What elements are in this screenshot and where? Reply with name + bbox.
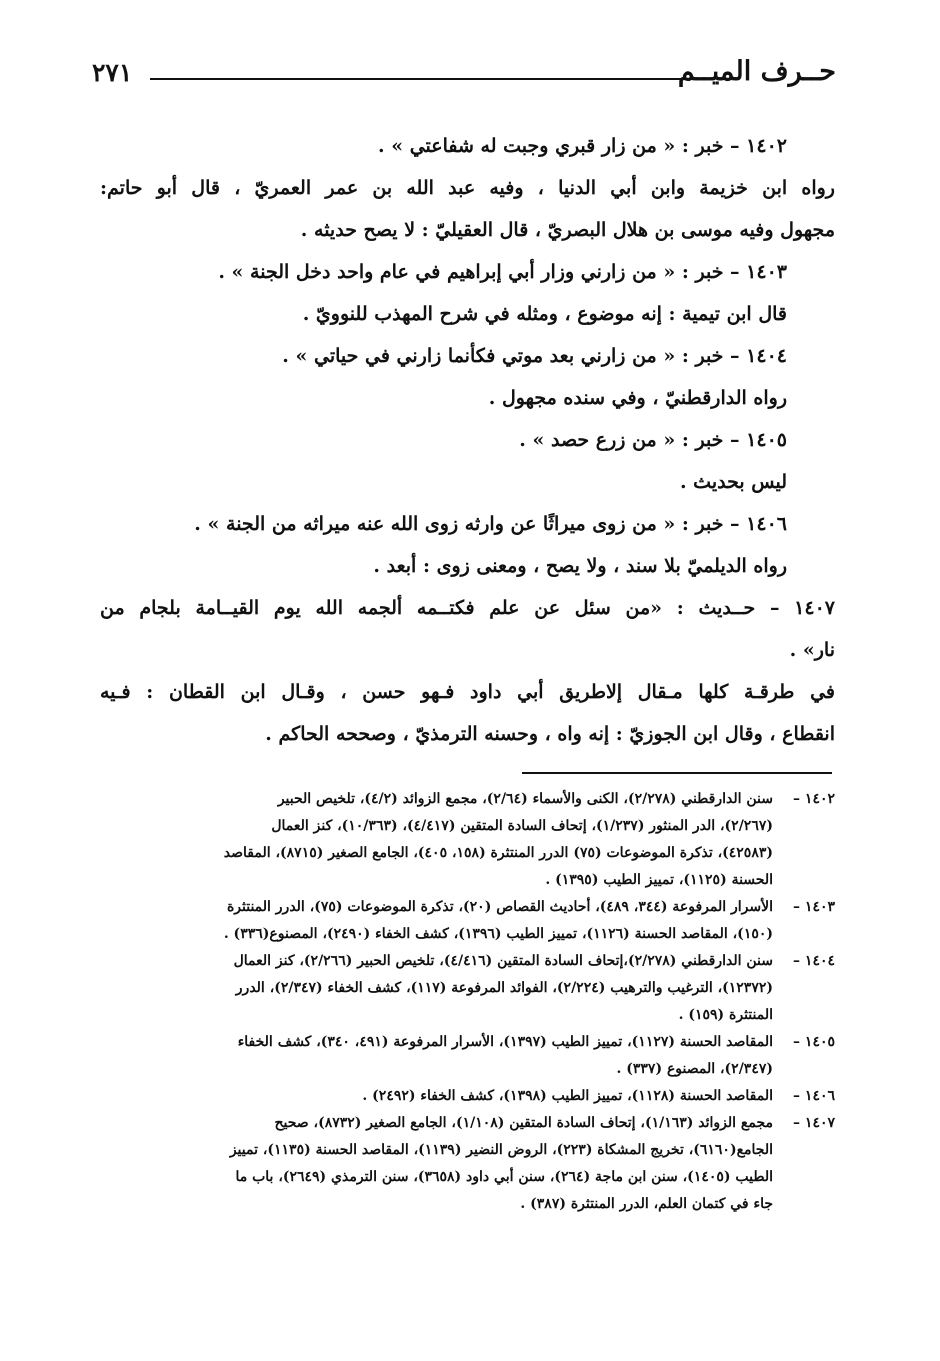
footnote-1403	[100, 894, 835, 948]
footnote-number: ١٤٠٣ –	[793, 899, 835, 915]
entry-1404-heading: ١٤٠٤ – خبر : « من زارني بعد موتي فكأنما زارني في حياتي » .	[282, 345, 787, 367]
entry-1407-heading-line-1: ١٤٠٧ – حــديث : «من سئل عن علم فكتــمه ألجمه الله يوم القيــامة بلجام من	[100, 597, 835, 619]
entry-1405-heading: ١٤٠٥ – خبر : « من زرع حصد » .	[519, 429, 787, 451]
footnote-text	[100, 1110, 773, 1218]
entry-1407-comment-line-1: في طرقـة كلها مـقال إلاطريق أبي داود فـهو حسن ، وقـال ابن القطان : فـيه	[100, 681, 835, 703]
entry-1403-comment: قال ابن تيمية : إنه موضوع ، ومثله في شرح المهذب للنوويّ .	[302, 303, 787, 325]
page-number: ٢٧١	[92, 58, 133, 87]
entry-1404-comment: رواه الدارقطنيّ ، وفي سنده مجهول .	[488, 387, 787, 409]
footnote-line: المقاصد الحسنة (١١٢٨)، تمييز الطيب (١٣٩٨)، كشف الخفاء (٢٤٩٢) .	[362, 1088, 773, 1104]
footnote-line: جاء في كتمان العلم، الدرر المنتثرة (٣٨٧) .	[520, 1196, 773, 1212]
footnote-number: ١٤٠٦ –	[793, 1088, 835, 1104]
entry-1403-heading: ١٤٠٣ – خبر : « من زارني وزار أبي إبراهيم في عام واحد دخل الجنة » .	[218, 261, 787, 283]
footnote-text	[100, 1029, 773, 1083]
footnote-number: ١٤٠٢ –	[793, 791, 835, 807]
footnote-number: ١٤٠٧ –	[793, 1115, 835, 1131]
footnote-line: المقاصد الحسنة (١١٢٧)، تمييز الطيب (١٣٩٧)، الأسرار المرفوعة (٤٩١، ٣٤٠)، كشف الخفاء	[237, 1034, 773, 1050]
footnote-line: مجمع الزوائد (١/١٦٣)، إتحاف السادة المتقين (١/١٠٨)، الجامع الصغير (٨٧٣٢)، صحيح	[274, 1115, 773, 1131]
footnotes	[100, 786, 835, 1218]
footnote-text	[100, 786, 773, 894]
entry-1402-comment-line-2: مجهول وفيه موسى بن هلال البصريّ ، قال العقيليّ : لا يصح حديثه .	[300, 219, 835, 241]
footnote-line: الحسنة (١١٢٥)، تمييز الطيب (١٣٩٥) .	[545, 872, 773, 888]
footnote-1404	[100, 948, 835, 1029]
footnote-line: (١٥٠)، المقاصد الحسنة (١١٢٦)، تمييز الطيب (١٣٩٦)، كشف الخفاء (٢٤٩٠)، المصنوع(٣٣٦) .	[223, 926, 773, 942]
entry-1402-comment-line-1: رواه ابن خزيمة وابن أبي الدنيا ، وفيه عبد الله بن عمر العمريّ ، قال أبو حاتم:	[100, 177, 835, 199]
footnote-line: سنن الدارقطني (٢/٢٧٨)، الكنى والأسماء (٢/٦٤)، مجمع الزوائد (٤/٢)، تلخيص الحبير	[277, 791, 773, 807]
footnote-line: الطيب (١٤٠٥)، سنن ابن ماجة (٢٦٤)، سنن أبي داود (٣٦٥٨)، سنن الترمذي (٢٦٤٩)، باب ما	[235, 1169, 773, 1185]
entry-1407-heading-line-2: نار» .	[789, 639, 835, 661]
footnote-line: سنن الدارقطني (٢/٢٧٨)،إتحاف السادة المتقين (٤/٤١٦)، تلخيص الحبير (٢/٢٦٦)، كنز العمال	[233, 953, 773, 969]
footnote-text	[100, 894, 773, 948]
footnote-line: (٢/٣٤٧)، المصنوع (٣٣٧) .	[616, 1061, 773, 1077]
footnote-line: الأسرار المرفوعة (٣٤٤، ٤٨٩)، أحاديث القصاص (٢٠)، تذكرة الموضوعات (٧٥)، الدرر المنتثرة	[226, 899, 773, 915]
footnote-number: ١٤٠٥ –	[793, 1034, 835, 1050]
entry-1406-comment: رواه الديلميّ بلا سند ، ولا يصح ، ومعنى زوى : أبعد .	[373, 555, 787, 577]
header-rule	[150, 78, 700, 80]
entry-1407-comment-line-2: انقطاع ، وقال ابن الجوزيّ : إنه واه ، وحسنه الترمذيّ ، وصححه الحاكم .	[265, 723, 835, 745]
footnote-line: الجامع(٦١٦٠)، تخريج المشكاة (٢٢٣)، الروض النضير (١١٣٩)، المقاصد الحسنة (١١٣٥)، تمييز	[229, 1142, 773, 1158]
footnote-number: ١٤٠٤ –	[793, 953, 835, 969]
footnote-1406	[100, 1083, 835, 1110]
footnote-text	[100, 1083, 773, 1110]
footnote-1407	[100, 1110, 835, 1218]
footnote-line: (١٢٣٧٢)، الترغيب والترهيب (٢/٢٢٤)، الفوائد المرفوعة (١١٧)، كشف الخفاء (٢/٣٤٧)، الدرر	[235, 980, 773, 996]
main-text	[100, 125, 835, 755]
footnote-line: (٢/٢٦٧)، الدر المنثور (١/٢٣٧)، إتحاف السادة المتقين (٤/٤١٧)، (١٠/٣٦٣)، كنز العمال	[271, 818, 773, 834]
entry-1405-comment: ليس بحديث .	[679, 471, 787, 493]
page-header	[92, 56, 836, 100]
footnote-1402	[100, 786, 835, 894]
footnote-line: (٤٢٥٨٣)، تذكرة الموضوعات (٧٥) الدرر المنتثرة (١٥٨، ٤٠٥)، الجامع الصغير (٨٧١٥)، المقاصد	[223, 845, 773, 861]
entry-1406-heading: ١٤٠٦ – خبر : « من زوى ميراثًا عن وارثه زوى الله عنه ميراثه من الجنة » .	[194, 513, 787, 535]
chapter-title: حــرف الميــم	[677, 56, 836, 87]
footnote-1405	[100, 1029, 835, 1083]
entry-1402-heading: ١٤٠٢ – خبر : « من زار قبري وجبت له شفاعتي » .	[378, 135, 787, 157]
footnote-text	[100, 948, 773, 1029]
footnote-separator	[522, 772, 832, 774]
footnote-line: المنتثرة (١٥٩) .	[678, 1007, 773, 1023]
